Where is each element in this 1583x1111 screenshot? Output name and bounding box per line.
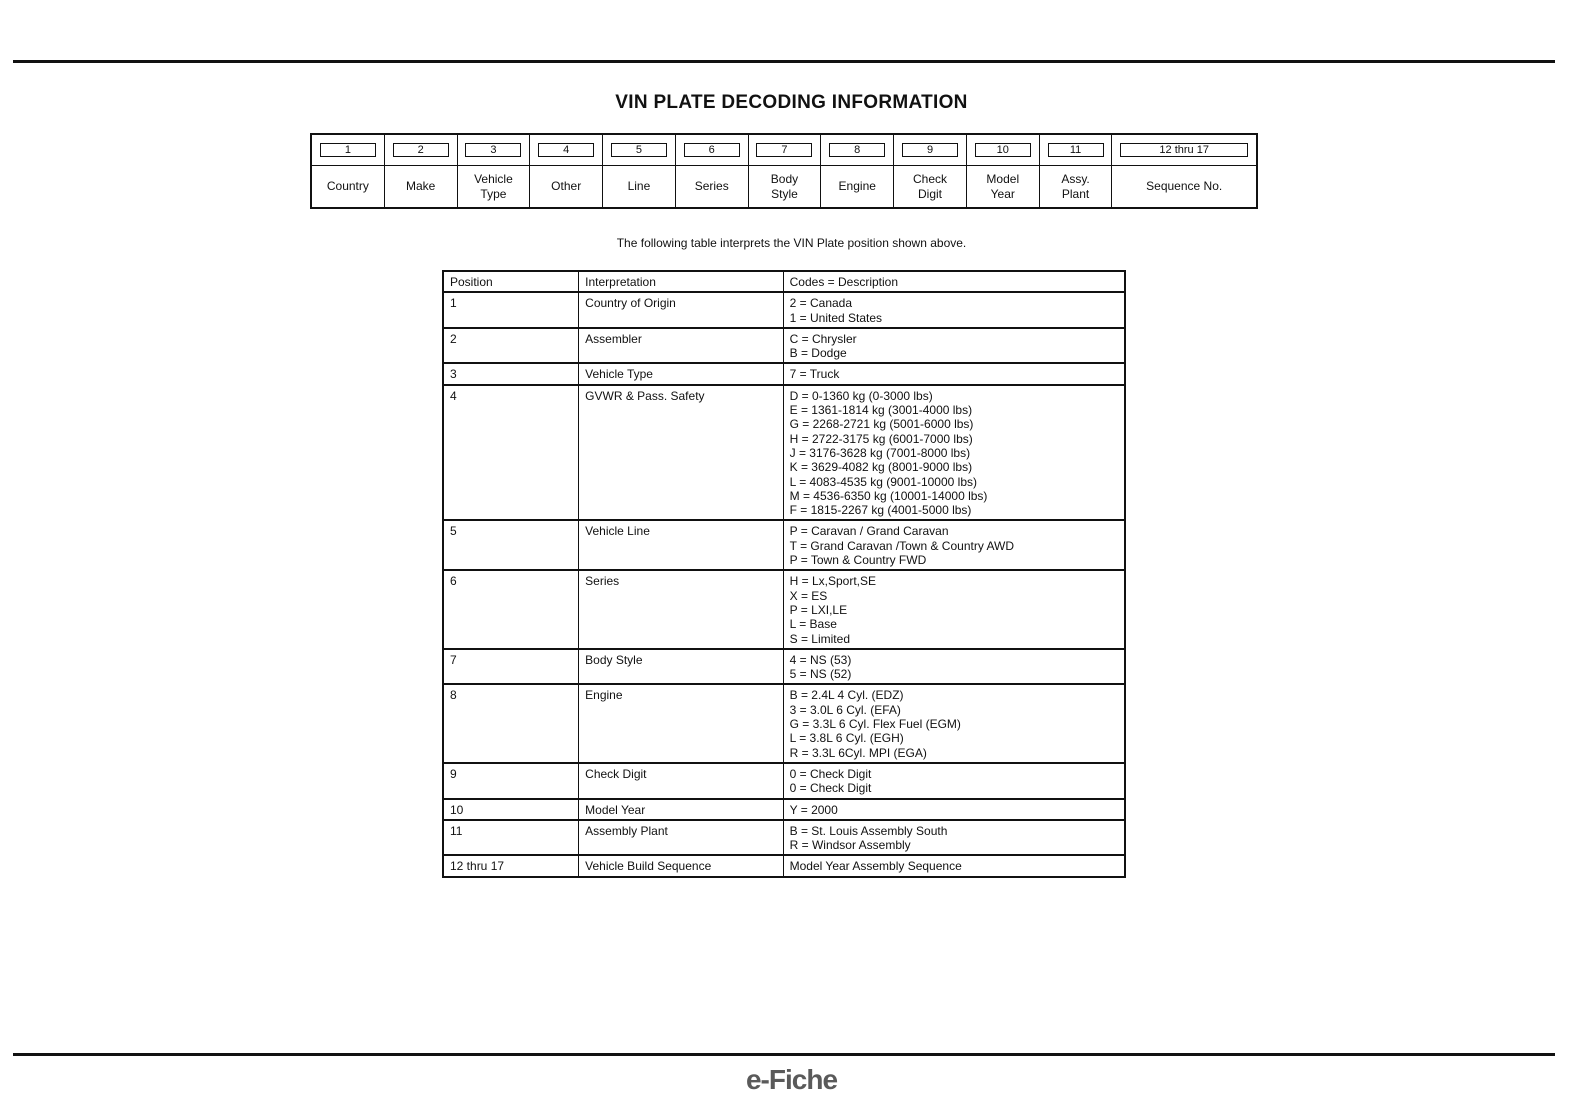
cell-codes: B = 2.4L 4 Cyl. (EDZ) 3 = 3.0L 6 Cyl. (EFA) G = 3.3L 6 Cyl. Flex Fuel (EGM) L = 3.8L 6 Cyl. (EGH) R = 3.3L 6Cyl. MPI (EGA) (783, 684, 1125, 762)
vin-position-label: Line (627, 179, 651, 193)
cell-codes: 7 = Truck (783, 363, 1125, 384)
vin-plate (310, 133, 1258, 209)
vin-position-number: 3 (465, 143, 521, 157)
table-row (443, 363, 1125, 384)
vin-position-cell (603, 135, 676, 207)
vin-position-number: 11 (1048, 143, 1104, 157)
vin-position-number-area (821, 135, 893, 166)
vin-position-number: 12 thru 17 (1120, 143, 1248, 157)
cell-interpretation: Country of Origin (579, 292, 783, 328)
cell-position: 2 (443, 328, 579, 364)
cell-codes: 0 = Check Digit 0 = Check Digit (783, 763, 1125, 799)
vin-position-cell (385, 135, 458, 207)
table-row (443, 385, 1125, 521)
vin-position-number-area (458, 135, 530, 166)
table-row (443, 799, 1125, 820)
vin-position-cell (312, 135, 385, 207)
bottom-rule (13, 1053, 1555, 1056)
vin-position-cell (458, 135, 531, 207)
table-row (443, 328, 1125, 364)
vin-position-label: Body Style (770, 171, 799, 201)
top-rule (13, 60, 1555, 63)
vin-position-number: 10 (975, 143, 1031, 157)
vin-position-number: 9 (902, 143, 958, 157)
cell-position: 11 (443, 820, 579, 856)
vin-position-number: 7 (756, 143, 812, 157)
vin-decode-table (442, 270, 1126, 878)
vin-position-cell (1112, 135, 1256, 207)
header-position: Position (443, 271, 579, 292)
vin-position-number: 4 (538, 143, 594, 157)
cell-position: 3 (443, 363, 579, 384)
cell-interpretation: Series (579, 570, 783, 648)
cell-position: 4 (443, 385, 579, 521)
vin-position-label: Check Digit (913, 171, 948, 201)
cell-codes: Y = 2000 (783, 799, 1125, 820)
vin-position-label: Vehicle Type (474, 171, 513, 201)
table-row (443, 570, 1125, 648)
vin-position-number: 2 (393, 143, 449, 157)
vin-position-number-area (312, 135, 384, 166)
vin-position-number: 6 (684, 143, 740, 157)
vin-position-label: Assy. Plant (1061, 171, 1090, 201)
cell-position: 9 (443, 763, 579, 799)
cell-codes: 2 = Canada 1 = United States (783, 292, 1125, 328)
vin-position-number-area (603, 135, 675, 166)
efiche-logo: e-Fiche (745, 1064, 838, 1095)
table-caption: The following table interprets the VIN Plate position shown above. (616, 236, 967, 250)
cell-interpretation: Assembly Plant (579, 820, 783, 856)
table-row (443, 649, 1125, 685)
cell-interpretation: Assembler (579, 328, 783, 364)
vin-position-label: Country (326, 179, 369, 193)
cell-interpretation: Check Digit (579, 763, 783, 799)
vin-position-number: 8 (829, 143, 885, 157)
cell-interpretation: Vehicle Build Sequence (579, 855, 783, 876)
vin-position-cell (749, 135, 822, 207)
vin-position-label: Sequence No. (1146, 179, 1223, 193)
vin-position-cell (894, 135, 967, 207)
vin-position-number-area (967, 135, 1039, 166)
cell-interpretation: Body Style (579, 649, 783, 685)
cell-interpretation: Vehicle Type (579, 363, 783, 384)
page-title: VIN PLATE DECODING INFORMATION (615, 92, 968, 113)
cell-interpretation: Engine (579, 684, 783, 762)
vin-position-cell (821, 135, 894, 207)
cell-codes: C = Chrysler B = Dodge (783, 328, 1125, 364)
vin-position-number-area (385, 135, 457, 166)
header-interpretation: Interpretation (579, 271, 783, 292)
cell-position: 10 (443, 799, 579, 820)
vin-position-number-area (676, 135, 748, 166)
vin-position-number-area (749, 135, 821, 166)
table-row (443, 684, 1125, 762)
table-row (443, 292, 1125, 328)
cell-position: 7 (443, 649, 579, 685)
vin-position-label: Model Year (986, 171, 1020, 201)
vin-position-number-area (530, 135, 602, 166)
cell-codes: 4 = NS (53) 5 = NS (52) (783, 649, 1125, 685)
cell-codes: D = 0-1360 kg (0-3000 lbs) E = 1361-1814 kg (3001-4000 lbs) G = 2268-2721 kg (5001-6000 lbs) H = 2722-3175 kg (6001-7000 lbs) J = 3176-3628 kg (7001-8000 lbs) K = 3629-4082 kg (8001-9000 lbs) L = 4083-4535 kg (9001-10000 lbs) M = 4536-6350 kg (10001-14000 lbs) F = 1815-2267 kg (4001-5000 lbs) (783, 385, 1125, 521)
cell-codes: Model Year Assembly Sequence (783, 855, 1125, 876)
cell-position: 1 (443, 292, 579, 328)
table-row (443, 820, 1125, 856)
vin-position-number-area (894, 135, 966, 166)
cell-position: 8 (443, 684, 579, 762)
cell-position: 6 (443, 570, 579, 648)
cell-interpretation: Vehicle Line (579, 520, 783, 570)
vin-position-cell (967, 135, 1040, 207)
table-header-row (443, 271, 1125, 292)
vin-position-label: Make (405, 179, 436, 193)
vin-position-cell (530, 135, 603, 207)
vin-position-label: Series (694, 179, 729, 193)
vin-position-label: Engine (838, 179, 876, 193)
cell-codes: B = St. Louis Assembly South R = Windsor Assembly (783, 820, 1125, 856)
table-row (443, 763, 1125, 799)
vin-position-label: Other (551, 179, 582, 193)
cell-interpretation: GVWR & Pass. Safety (579, 385, 783, 521)
vin-position-number: 1 (320, 143, 376, 157)
vin-position-number-area (1040, 135, 1112, 166)
table-row (443, 520, 1125, 570)
cell-codes: P = Caravan / Grand Caravan T = Grand Caravan /Town & Country AWD P = Town & Country FWD (783, 520, 1125, 570)
header-codes: Codes = Description (783, 271, 1125, 292)
cell-position: 5 (443, 520, 579, 570)
cell-interpretation: Model Year (579, 799, 783, 820)
vin-position-cell (676, 135, 749, 207)
vin-position-number: 5 (611, 143, 667, 157)
cell-position: 12 thru 17 (443, 855, 579, 876)
vin-position-cell (1040, 135, 1113, 207)
cell-codes: H = Lx,Sport,SE X = ES P = LXI,LE L = Base S = Limited (783, 570, 1125, 648)
table-row (443, 855, 1125, 876)
vin-position-number-area (1112, 135, 1256, 166)
